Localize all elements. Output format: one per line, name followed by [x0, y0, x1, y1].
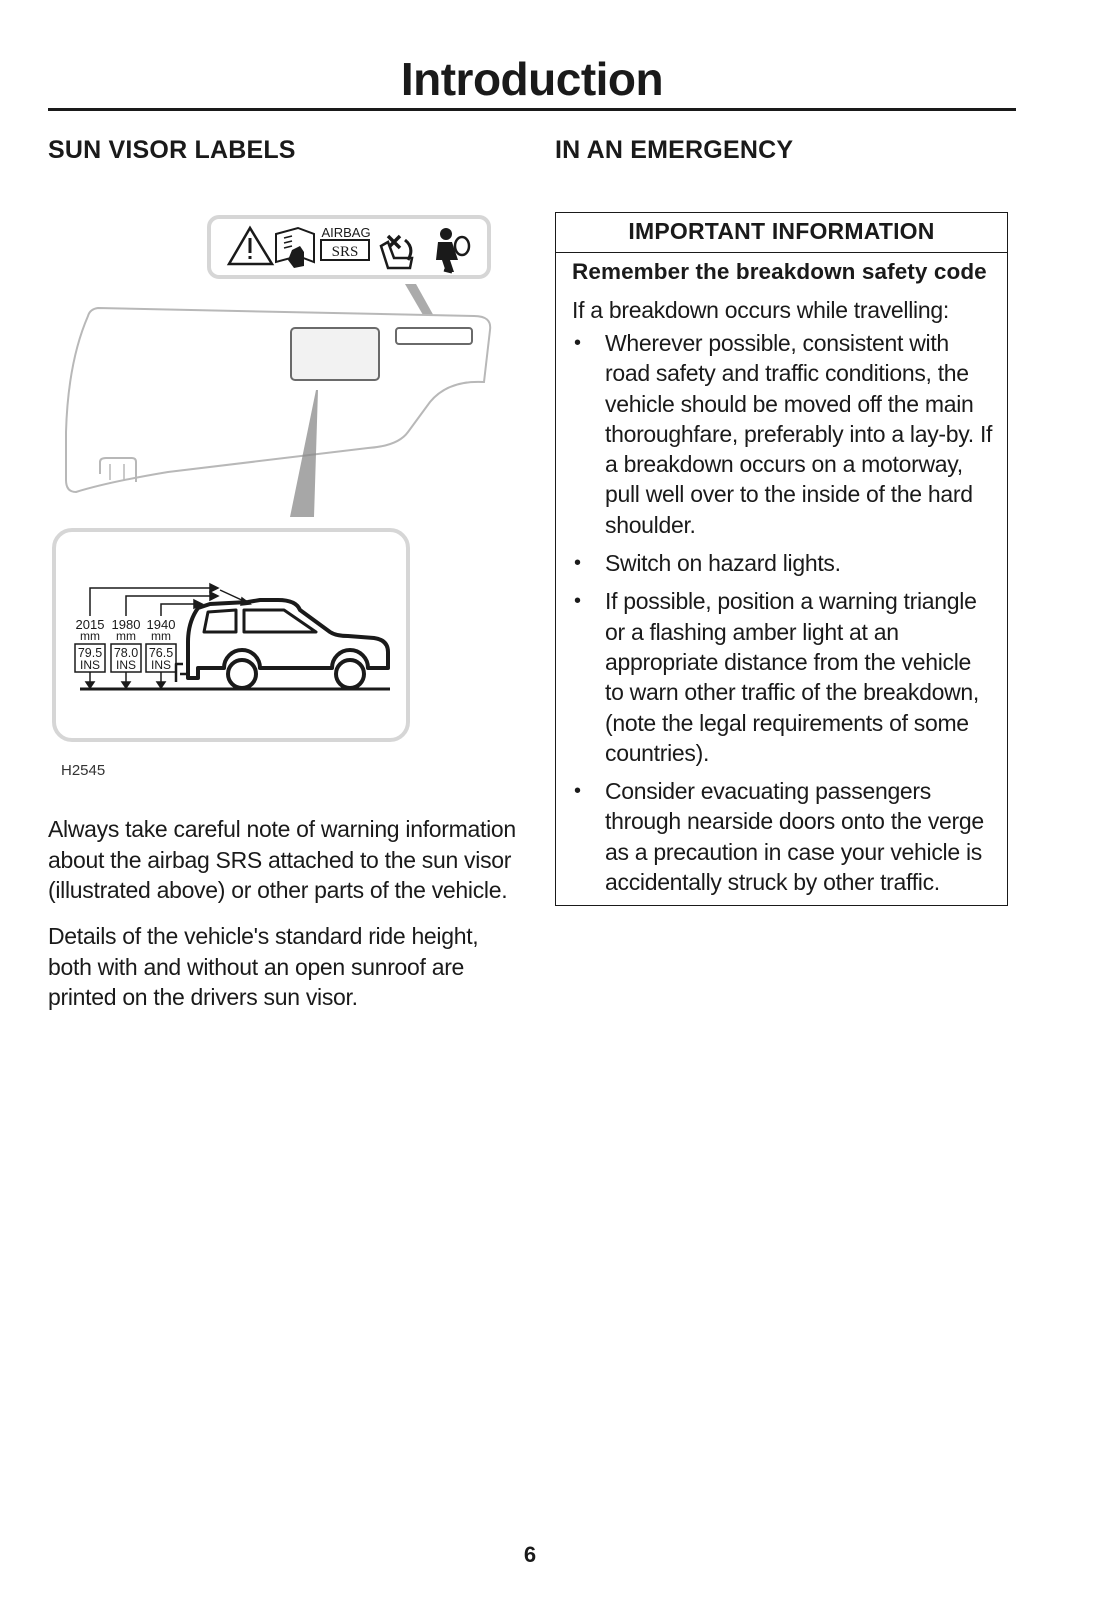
mm-unit-2: mm: [116, 629, 136, 643]
airbag-warning-label: [209, 217, 489, 277]
sun-visor-labels-heading: SUN VISOR LABELS: [48, 136, 296, 164]
ins-unit-3: INS: [150, 658, 172, 672]
height-mm-2: 1980: [111, 617, 141, 632]
ride-height-label: [54, 530, 408, 740]
ins-unit-1: INS: [79, 658, 101, 672]
height-ins-2: 78.0: [113, 646, 139, 660]
important-information-title: IMPORTANT INFORMATION: [556, 213, 1007, 253]
page-number: 6: [523, 1542, 537, 1567]
emergency-heading: IN AN EMERGENCY: [555, 136, 794, 164]
list-item: [572, 328, 993, 540]
list-item-text: Wherever possible, consistent with road safety and traffic conditions, the vehicle should be moved off the main thoroughfare, preferably into a lay-by. If a breakdown occurs on a motorway, pull well over to the inside of the hard shoulder.: [605, 330, 993, 538]
ride-height-paragraph: Details of the vehicle's standard ride height, both with and without an open sunroof are printed on the drivers sun visor.: [48, 923, 479, 1010]
height-mm-1: 2015: [75, 617, 105, 632]
bullet-icon: •: [574, 332, 581, 354]
list-item: [572, 586, 993, 768]
important-information-box: [555, 212, 1008, 906]
mm-unit-3: mm: [151, 629, 171, 643]
bullet-icon: •: [574, 552, 581, 575]
list-item: [572, 776, 993, 897]
list-item-text: If possible, position a warning triangle or a flashing amber light at an appropriate distance from the vehicle to warn other traffic of the breakdown, (note the legal requirements of some countries).: [605, 588, 979, 766]
breakdown-intro: If a breakdown occurs while travelling:: [572, 297, 949, 323]
height-ins-3: 76.5: [148, 646, 174, 660]
figure-code: H2545: [61, 762, 106, 779]
list-item: [572, 548, 993, 578]
sun-visor-illustration: [48, 212, 518, 792]
list-item-text: Switch on hazard lights.: [605, 550, 841, 577]
title-divider: [48, 108, 1016, 111]
srs-label-text: SRS: [331, 244, 359, 260]
mm-unit-1: mm: [80, 629, 100, 643]
ins-unit-2: INS: [115, 658, 137, 672]
breakdown-code-subtitle: Remember the breakdown safety code: [572, 259, 987, 284]
list-item-text: Consider evacuating passengers through nearside doors onto the verge as a precaution in case your vehicle is accidentally struck by other traffic.: [605, 778, 984, 896]
bullet-icon: •: [574, 590, 581, 613]
height-ins-1: 79.5: [77, 646, 103, 660]
height-mm-3: 1940: [146, 617, 176, 632]
bullet-icon: •: [574, 780, 581, 803]
page-title: Introduction: [400, 53, 664, 105]
breakdown-list: [556, 328, 1007, 897]
airbag-label-text: AIRBAG: [321, 225, 371, 240]
airbag-warning-paragraph: Always take careful note of warning information about the airbag SRS attached to the sun visor (illustrated above) or other parts of the vehicle.: [48, 816, 516, 903]
